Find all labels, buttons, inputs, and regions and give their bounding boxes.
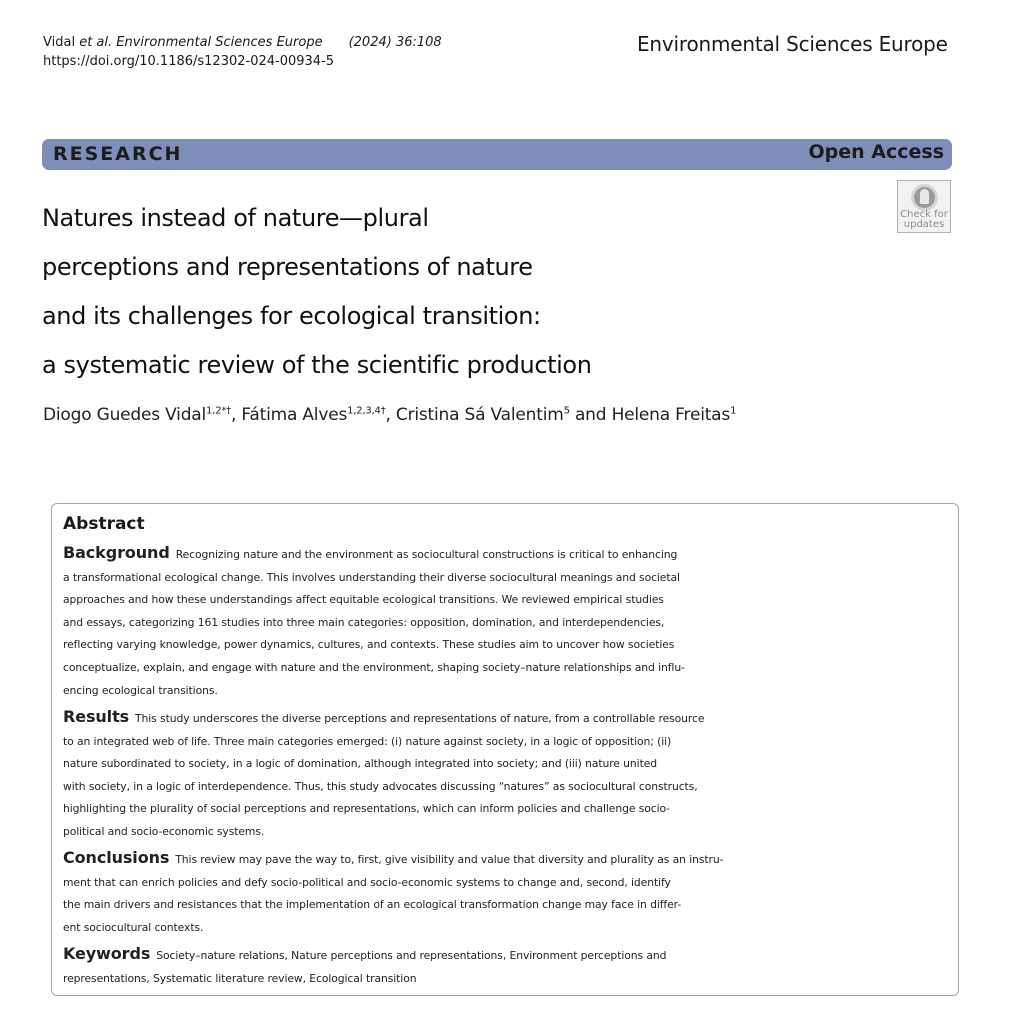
section-label: Results bbox=[63, 707, 130, 726]
abstract-box bbox=[51, 503, 959, 996]
abstract-line: highlighting the plurality of social perceptions and representations, which can inform policies and challenge socio- bbox=[63, 802, 670, 816]
abstract-line: a transformational ecological change. This involves understanding their diverse sociocultural meanings and societal bbox=[63, 570, 680, 584]
abstract-line: reflecting varying knowledge, power dynamics, cultures, and contexts. These studies aim to uncover how societies bbox=[63, 638, 675, 652]
abstract-line: with society, in a logic of interdependence. Thus, this study advocates discussing “natures” as sociocultural constructs, bbox=[63, 779, 698, 793]
abstract-line: the main drivers and resistances that the implementation of an ecological transformation change may face in differ- bbox=[63, 898, 682, 912]
author-separator: , bbox=[385, 405, 396, 425]
citation-journal: Environmental Sciences Europe bbox=[112, 35, 323, 50]
author-name[interactable]: Cristina Sá Valentim bbox=[395, 405, 564, 425]
article-type-banner bbox=[42, 139, 952, 170]
author-name[interactable]: Diogo Guedes Vidal bbox=[43, 405, 207, 425]
author-name[interactable]: Helena Freitas bbox=[611, 405, 731, 425]
abstract-line bbox=[63, 542, 953, 567]
article-title bbox=[42, 194, 942, 390]
author-separator: and bbox=[569, 405, 612, 425]
abstract-line: encing ecological transitions. bbox=[63, 683, 218, 697]
check-updates-line1: Check for bbox=[900, 209, 948, 220]
abstract-keywords bbox=[63, 943, 953, 990]
abstract-line: ment that can enrich policies and defy socio-political and socio-economic systems to change and, second, identify bbox=[63, 875, 671, 889]
check-updates-line2: updates bbox=[903, 219, 945, 230]
section-label: Keywords bbox=[63, 944, 151, 963]
abstract-line: political and socio-economic systems. bbox=[63, 824, 265, 838]
abstract-results bbox=[63, 706, 953, 844]
author-affiliation: 1 bbox=[730, 405, 737, 417]
title-line: Natures instead of nature—plural bbox=[42, 204, 429, 232]
open-access-label: Open Access bbox=[808, 141, 944, 163]
abstract-line: nature subordinated to society, in a logic of domination, although integrated into society; and (iii) nature united bbox=[63, 757, 658, 771]
author-affiliation: 5 bbox=[563, 405, 570, 417]
abstract-heading: Abstract bbox=[63, 514, 145, 534]
citation-year: (2024) 36:108 bbox=[348, 35, 442, 50]
citation-block bbox=[43, 33, 442, 71]
author-affiliation: 1,2*† bbox=[206, 405, 231, 417]
author-list bbox=[43, 405, 736, 425]
title-line: and its challenges for ecological transition: bbox=[42, 302, 541, 330]
abstract-conclusions bbox=[63, 847, 953, 939]
title-line: a systematic review of the scientific production bbox=[42, 351, 592, 379]
doi-link[interactable]: https://doi.org/10.1186/s12302-024-00934-5 bbox=[43, 54, 335, 69]
journal-name: Environmental Sciences Europe bbox=[637, 32, 948, 56]
abstract-line: to an integrated web of life. Three main categories emerged: (i) nature against society, in a logic of opposition; (ii) bbox=[63, 734, 672, 748]
abstract-line bbox=[63, 943, 953, 968]
author-affiliation: 1,2,3,4† bbox=[347, 405, 386, 417]
abstract-line: ent sociocultural contexts. bbox=[63, 920, 204, 934]
citation-authors: Vidal bbox=[43, 35, 76, 50]
author-name[interactable]: Fátima Alves bbox=[241, 405, 348, 425]
abstract-line bbox=[63, 706, 953, 731]
line-text: Society–nature relations, Nature perceptions and representations, Environment perceptions and bbox=[156, 949, 667, 962]
line-text: Recognizing nature and the environment as sociocultural constructions is critical to enhancing bbox=[175, 548, 678, 561]
title-line: perceptions and representations of nature bbox=[42, 253, 533, 281]
author-separator: , bbox=[230, 405, 242, 425]
line-text: This review may pave the way to, first, give visibility and value that diversity and plurality as an instru- bbox=[175, 853, 724, 866]
abstract-line: and essays, categorizing 161 studies into three main categories: opposition, domination, and interdependencies, bbox=[63, 615, 665, 629]
abstract-line: conceptualize, explain, and engage with nature and the environment, shaping society–nature relationships and influ- bbox=[63, 660, 685, 674]
citation-line bbox=[43, 33, 442, 52]
abstract-background bbox=[63, 542, 953, 702]
abstract-line: approaches and how these understandings affect equitable ecological transitions. We reviewed empirical studies bbox=[63, 593, 664, 607]
article-type-label: RESEARCH bbox=[53, 143, 183, 165]
line-text: This study underscores the diverse perceptions and representations of nature, from a controllable resource bbox=[135, 712, 705, 725]
abstract-line: representations, Systematic literature review, Ecological transition bbox=[63, 971, 417, 985]
abstract-line bbox=[63, 847, 953, 872]
citation-etal: et al. bbox=[75, 35, 113, 50]
section-label: Conclusions bbox=[63, 848, 170, 867]
section-label: Background bbox=[63, 543, 170, 562]
